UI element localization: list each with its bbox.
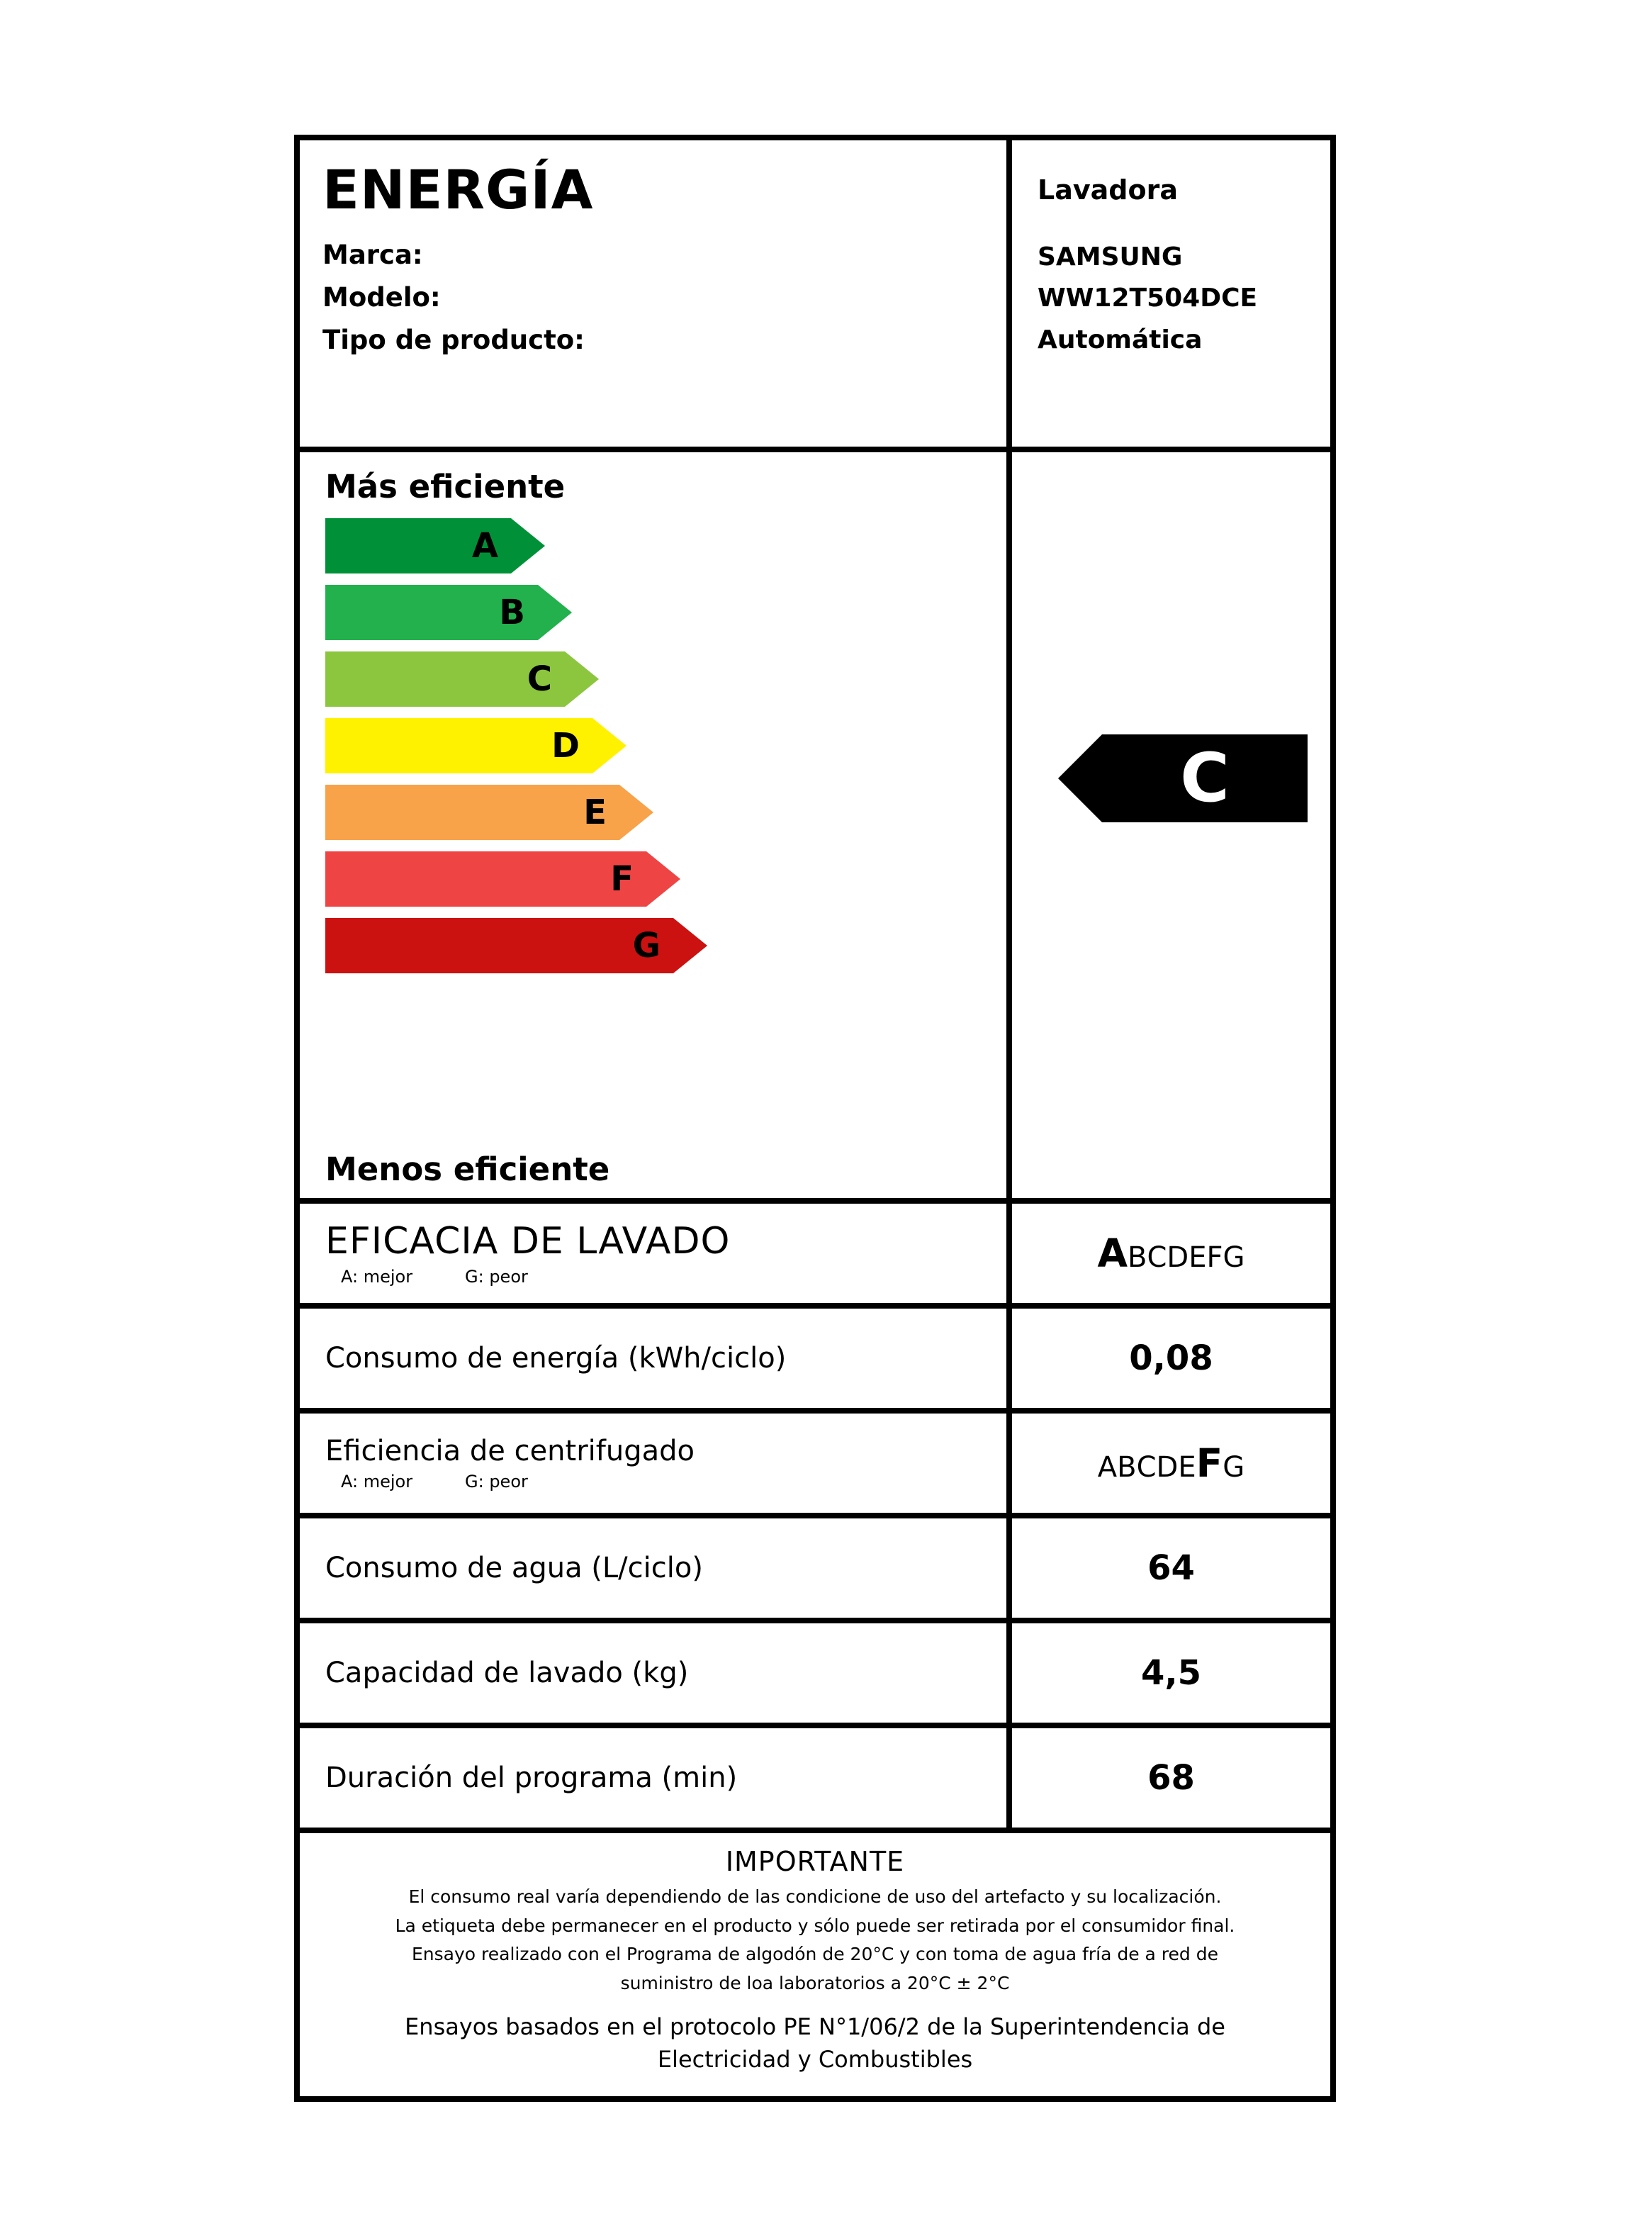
bar-arrow-icon bbox=[619, 785, 653, 840]
row-label-cell bbox=[300, 1414, 1006, 1513]
row-label-cell bbox=[300, 1623, 1006, 1723]
bar-arrow-icon bbox=[592, 718, 626, 773]
efficiency-bars bbox=[300, 518, 1006, 973]
row-label-cell bbox=[300, 1309, 1006, 1408]
bar-arrow-icon bbox=[673, 918, 707, 973]
row-sublabels bbox=[325, 1472, 1006, 1492]
row-wash-efficacy bbox=[300, 1198, 1330, 1303]
footer-protocol-line: Ensayos basados en el protocolo PE N°1/06/2 de la Superintendencia de bbox=[405, 2013, 1225, 2040]
row-grade-scale bbox=[1098, 1440, 1244, 1486]
product-type-label: Tipo de producto: bbox=[322, 324, 585, 355]
bar-body bbox=[325, 651, 565, 707]
bar-body bbox=[325, 918, 673, 973]
efficiency-bar-d bbox=[325, 718, 1006, 773]
type-value: Automática bbox=[1038, 325, 1203, 354]
label-header bbox=[300, 140, 1330, 447]
row-grade-highlight: F bbox=[1196, 1440, 1223, 1486]
row-grade-letter: G bbox=[1223, 1241, 1245, 1274]
row-label: EFICACIA DE LAVADO bbox=[325, 1220, 731, 1263]
model-label: Modelo: bbox=[322, 281, 441, 313]
grade-box bbox=[1102, 734, 1308, 822]
grade-badge bbox=[1058, 734, 1308, 822]
efficiency-bar-g bbox=[325, 918, 1006, 973]
row-grade-letter: E bbox=[1189, 1241, 1207, 1274]
awarded-grade-letter: C bbox=[1180, 739, 1230, 817]
bar-body bbox=[325, 585, 538, 640]
row-value-cell bbox=[1006, 1414, 1330, 1513]
row-spin-efficiency bbox=[300, 1408, 1330, 1513]
header-right bbox=[1006, 140, 1330, 447]
efficiency-bar-e bbox=[325, 785, 1006, 840]
efficiency-bar-c bbox=[325, 651, 1006, 707]
row-label-cell bbox=[300, 1204, 1006, 1303]
row-grade-letter: D bbox=[1167, 1241, 1189, 1274]
footer-title: IMPORTANTE bbox=[725, 1846, 905, 1877]
bar-arrow-icon bbox=[646, 851, 680, 907]
brand-value: SAMSUNG bbox=[1038, 242, 1183, 272]
row-label: Consumo de agua (L/ciclo) bbox=[325, 1552, 703, 1584]
row-grade-letter: B bbox=[1128, 1241, 1147, 1274]
row-value: 4,5 bbox=[1140, 1653, 1202, 1693]
footer-line: El consumo real varía dependiendo de las condicione de uso del artefacto y su localización. bbox=[408, 1886, 1222, 1907]
row-value-cell bbox=[1006, 1309, 1330, 1408]
data-rows bbox=[300, 1198, 1330, 1828]
sublabel-best: A: mejor bbox=[341, 1267, 413, 1287]
sublabel-best: A: mejor bbox=[341, 1472, 413, 1492]
bar-arrow-icon bbox=[565, 651, 599, 707]
row-value-cell bbox=[1006, 1728, 1330, 1828]
row-label: Consumo de energía (kWh/ciclo) bbox=[325, 1342, 787, 1375]
row-wash-capacity bbox=[300, 1618, 1330, 1723]
grade-arrow-icon bbox=[1058, 734, 1102, 822]
row-value: 64 bbox=[1147, 1548, 1195, 1588]
bar-body bbox=[325, 718, 592, 773]
row-label: Eficiencia de centrifugado bbox=[325, 1435, 695, 1467]
row-value: 68 bbox=[1147, 1758, 1195, 1798]
row-water-consumption bbox=[300, 1513, 1330, 1618]
bar-letter: D bbox=[551, 726, 580, 766]
bar-arrow-icon bbox=[511, 518, 545, 573]
efficiency-bar-f bbox=[325, 851, 1006, 907]
row-program-duration bbox=[300, 1723, 1330, 1828]
footer-line: Ensayo realizado con el Programa de algodón de 20°C y con toma de agua fría de a red de bbox=[412, 1944, 1218, 1964]
product-type-value: Lavadora bbox=[1038, 174, 1178, 206]
row-grade-letter: C bbox=[1136, 1451, 1157, 1484]
row-label: Capacidad de lavado (kg) bbox=[325, 1657, 689, 1689]
efficiency-bar-a bbox=[325, 518, 1006, 573]
bar-letter: F bbox=[610, 859, 634, 899]
bar-body bbox=[325, 518, 511, 573]
model-value: WW12T504DCE bbox=[1038, 284, 1258, 313]
row-sublabels bbox=[325, 1267, 1006, 1287]
row-grade-scale bbox=[1097, 1231, 1244, 1276]
bar-letter: A bbox=[471, 526, 498, 566]
row-grade-highlight: A bbox=[1097, 1231, 1128, 1276]
row-energy-consumption bbox=[300, 1303, 1330, 1408]
least-efficient-label: Menos eficiente bbox=[325, 1151, 610, 1188]
row-grade-letter: A bbox=[1097, 1451, 1118, 1484]
row-label-cell bbox=[300, 1728, 1006, 1828]
bar-body bbox=[325, 851, 646, 907]
row-value-cell bbox=[1006, 1204, 1330, 1303]
row-value-cell bbox=[1006, 1623, 1330, 1723]
row-grade-letter: F bbox=[1206, 1241, 1223, 1274]
sublabel-worst: G: peor bbox=[465, 1267, 528, 1287]
row-value: 0,08 bbox=[1129, 1338, 1213, 1378]
row-grade-letter: C bbox=[1147, 1241, 1167, 1274]
row-grade-letter: G bbox=[1223, 1451, 1245, 1484]
page-title: ENERGÍA bbox=[322, 158, 594, 221]
bar-letter: B bbox=[499, 593, 525, 632]
row-label-cell bbox=[300, 1518, 1006, 1618]
footer-notes bbox=[300, 1828, 1330, 2096]
row-grade-letter: D bbox=[1156, 1451, 1179, 1484]
efficiency-scale bbox=[300, 452, 1006, 1198]
most-efficient-label: Más eficiente bbox=[325, 468, 566, 505]
bar-body bbox=[325, 785, 619, 840]
energy-label bbox=[294, 135, 1336, 2102]
bar-letter: G bbox=[632, 926, 661, 966]
efficiency-scale-section bbox=[300, 447, 1330, 1198]
footer-line: suministro de loa laboratorios a 20°C ± 2°C bbox=[620, 1972, 1010, 1993]
row-label: Duración del programa (min) bbox=[325, 1762, 738, 1794]
header-left bbox=[300, 140, 1006, 447]
brand-label: Marca: bbox=[322, 239, 423, 270]
sublabel-worst: G: peor bbox=[465, 1472, 528, 1492]
footer-line: La etiqueta debe permanecer en el producto y sólo puede ser retirada por el consumidor final. bbox=[395, 1915, 1235, 1936]
bar-letter: E bbox=[583, 793, 607, 832]
footer-protocol-line: Electricidad y Combustibles bbox=[657, 2046, 973, 2074]
row-grade-letter: B bbox=[1117, 1451, 1137, 1484]
awarded-grade-panel bbox=[1006, 452, 1330, 1198]
row-grade-letter: E bbox=[1178, 1451, 1196, 1484]
bar-arrow-icon bbox=[538, 585, 572, 640]
bar-letter: C bbox=[527, 659, 552, 699]
efficiency-bar-b bbox=[325, 585, 1006, 640]
row-value-cell bbox=[1006, 1518, 1330, 1618]
footer-protocol bbox=[318, 2010, 1312, 2076]
